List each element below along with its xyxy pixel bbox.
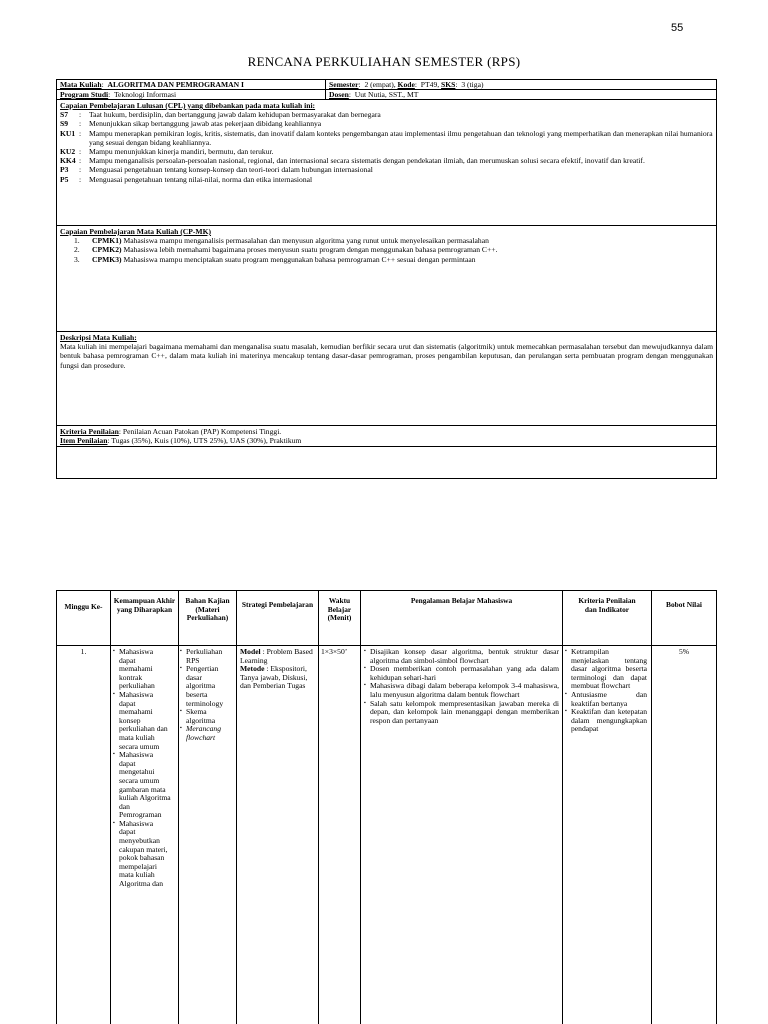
cpmk-heading: Capaian Pembelajaran Mata Kuliah (CP-MK) (60, 227, 212, 236)
list-item: ▪ Salah satu kelompok mempresentasikan jawaban mereka di depan, dan kelompok lain menanggapi dengan memberikan respon dan pertanyaan (364, 700, 559, 726)
model-value: : Problem Based Learning (240, 647, 313, 665)
list-item: ▪ Mahasiswa dibagi dalam beberapa kelompok 3-4 mahasiswa, lalu menyusun algoritma dalam bentuk flowchart (364, 682, 559, 699)
cpl-code: KU1 (60, 128, 76, 138)
header-ability: Kemampuan Akhir yang Diharapkan (113, 596, 176, 614)
cpmk-item (60, 255, 713, 264)
cpl-item: S7 : Taat hukum, berdisiplin, dan bertanggung jawab dalam kehidupan bermasyarakat dan bernegara (60, 110, 713, 119)
list-item: ▪ Disajikan konsep dasar algoritma, bentuk struktur dasar algoritma dan simbol-simbol flowchart (364, 648, 559, 665)
cpmk-section (57, 226, 716, 332)
weight-value: 5% (678, 647, 690, 656)
header-weight: Bobot Nilai (666, 600, 702, 609)
code-label: Kode (397, 80, 415, 89)
cpl-code: S9 (60, 119, 69, 129)
list-item: ▪ Antusiasme dan keaktifan bertanya (565, 691, 647, 708)
list-item: ▪ Dosen memberikan contoh permasalahan yang ada dalam kehidupan sehari-hari (364, 665, 559, 682)
cpl-section (57, 100, 716, 226)
material-list (180, 648, 232, 743)
cpl-text: Menguasai pengetahuan tentang konsep-konsep dan teori-teori dalam hubungan internasional (89, 165, 373, 175)
code-value: PT49 (420, 80, 438, 89)
semester-cell: Semester: 2 (empat), Kode: PT49, SKS: 3 (tiga) (329, 80, 484, 89)
header-strategy: Strategi Pembelajaran (241, 600, 314, 609)
items-label: Item Penilaian (60, 436, 108, 446)
cpmk-code: CPMK2) (92, 245, 122, 255)
list-item: ▪ Mahasiswa dapat mengetahui secara umum gambaran mata kuliah Algoritma dan Pemrograman (113, 751, 171, 820)
lecturer-cell: Dosen: Uut Nutia, SST., MT (329, 90, 419, 99)
cpl-item: P5 : Menguasai pengetahuan tentang nilai-nilai, norma dan etika internasional (60, 175, 713, 184)
method-label: Metode (240, 664, 265, 674)
semester-label: Semester (329, 80, 359, 89)
course-header-row (57, 80, 716, 90)
cpl-text: Menguasai pengetahuan tentang nilai-nilai, norma dan etika internasional (89, 174, 313, 184)
strategy-method (240, 665, 315, 691)
weekly-schedule-table (56, 590, 717, 1024)
header-time: Waktu Belajar (Menit) (327, 596, 352, 623)
list-item: ▪ Mahasiswa dapat memahami kontrak perkuliahan (113, 648, 171, 691)
cpl-code: S7 (60, 110, 69, 120)
cpl-text: Mampu menunjukkan kinerja mandiri, bermutu, dan terukur. (89, 147, 274, 157)
rps-summary-box (56, 79, 717, 479)
cpl-code: KU2 (60, 147, 76, 157)
cpmk-item (60, 236, 713, 245)
description-text: Mata kuliah ini mempelajari bagaimana memahami dan menganalisa suatu masalah, kemudian berfikir secara urut dan sistematis (algoritmik) untuk memecahkan permasalahan tersebut dan mewujudkannya dalam bentuk bahasa pemrograman C++, dalam mata kuliah ini materinya mencakup tentang dasar-dasar pemrograman, proses pengambilan keputusan, dan perulangan serta pembuatan program dengan menggunakan fungsi dan prosedure. (60, 342, 713, 370)
cpmk-text: Mahasiswa lebih memahami bagaimana proses menyusun suatu program dengan menggunakan bahasa pemrograman C++. (123, 245, 498, 255)
document-title: RENCANA PERKULIAHAN SEMESTER (RPS) (247, 54, 521, 69)
cpmk-number: 3. (74, 254, 80, 264)
cpl-text: Mampu menganalisis persoalan-persoalan nasional, regional, dan internasional secara sistematis dengan pendekatan ilmiah, dan merumuskan solusi secara efektif, inovatif dan kreatif. (89, 156, 645, 166)
cpl-code: KK4 (60, 156, 76, 166)
list-item: ▪ Keaktifan dan ketepatan dalam mengungkapkan pendapat (565, 708, 647, 734)
strategy-cell (240, 648, 315, 691)
lecturer-value: Uut Nutia, SST., MT (354, 90, 419, 99)
program-label: Program Studi (60, 90, 109, 99)
cpmk-text: Mahasiswa mampu menciptakan suatu program menggunakan bahasa pemrograman C++ sesuai dengan permintaan (123, 254, 476, 264)
cpl-code: P3 (60, 165, 69, 175)
method-value: : Ekspositori, Tanya jawab, Diskusi, dan Pemberian Tugas (240, 664, 308, 691)
criteria-line: Kriteria Penilaian: Penilaian Acuan Patokan (PAP) Kompetensi Tinggi. (60, 427, 282, 436)
cpl-item: S9 : Menunjukkan sikap bertanggung jawab atas pekerjaan dibidang keahliannya (60, 119, 713, 128)
cpmk-code: CPMK3) (92, 254, 122, 264)
time-value: 1×3×50’ (321, 647, 348, 656)
model-label: Model (240, 647, 261, 656)
experience-list (364, 648, 559, 725)
semester-value: 2 (empat) (364, 80, 394, 89)
list-item: ▪ Merancang flowchart (180, 725, 232, 742)
cpmk-item (60, 245, 713, 254)
cpl-heading: Capaian Pembelajaran Lulusan (CPL) yang dibebankan pada mata kuliah ini: (60, 101, 316, 110)
cpl-item: KU2 : Mampu menunjukkan kinerja mandiri, bermutu, dan terukur. (60, 147, 713, 156)
items-line: Item Penilaian: Tugas (35%), Kuis (10%), UTS 25%), UAS (30%), Praktikum (60, 436, 302, 446)
sks-value: 3 (tiga) (461, 80, 484, 89)
page-number: 55 (671, 22, 684, 34)
week-number: 1. (80, 647, 87, 656)
items-value: Tugas (35%), Kuis (10%), UTS 25%), UAS (30%), Praktikum (111, 436, 302, 446)
list-item: ▪ Skema algoritma (180, 708, 232, 725)
sks-label: SKS (441, 80, 456, 89)
ability-list (113, 648, 171, 889)
criteria-value: Penilaian Acuan Patokan (PAP) Kompetensi Tinggi. (122, 427, 282, 436)
cpl-item: KK4 : Mampu menganalisis persoalan-persoalan nasional, regional, dan internasional secara sistematis dengan pendekatan ilmiah, dan merumuskan solusi secara efektif, inovatif dan kreatif. (60, 156, 713, 165)
program-value: Teknologi Informasi (113, 90, 177, 99)
cpl-text: Mampu menerapkan pemikiran logis, kritis, sistematis, dan inovatif dalam konteks pengembangan atau implementasi ilmu pengetahuan dan teknologi yang memperhatikan dan menerapkan nilai humaniora yang sesuai dengan bidang keahliannya. (89, 128, 713, 147)
list-item: ▪ Mahasiswa dapat memahami konsep perkuliahan dan mata kuliah secara umum (113, 691, 171, 751)
lecturer-label: Dosen (329, 90, 349, 99)
cpl-item: P3 : Menguasai pengetahuan tentang konsep-konsep dan teori-teori dalam hubungan internasional (60, 165, 713, 174)
cpl-text: Menunjukkan sikap bertanggung jawab atas pekerjaan dibidang keahliannya (89, 119, 322, 129)
program-header-row (57, 90, 716, 100)
cpmk-code: CPMK1) (92, 236, 122, 246)
list-item: ▪ Pengertian dasar algoritma beserta terminology (180, 665, 232, 708)
course-name: ALGORITMA DAN PEMROGRAMAN I (107, 80, 244, 89)
header-material: Bahan Kajian (Materi Perkuliahan) (185, 596, 230, 623)
course-label: Mata Kuliah (60, 80, 102, 89)
header-criteria: Kriteria Penilaian dan Indikator (578, 596, 636, 614)
description-heading: Deskripsi Mata Kuliah: (60, 333, 137, 342)
header-experience: Pengalaman Belajar Mahasiswa (410, 596, 513, 605)
list-item: ▪ Perkuliahan RPS (180, 648, 232, 665)
description-section (57, 332, 716, 426)
criteria-list (565, 648, 647, 734)
cpl-item: KU1 : Mampu menerapkan pemikiran logis, kritis, sistematis, dan inovatif dalam konteks pengembangan atau implementasi ilmu pengetahuan dan teknologi yang memperhatikan dan menerapkan nilai humaniora yang sesuai dengan bidang keahliannya. (60, 128, 713, 147)
cpmk-text: Mahasiswa mampu menganalisis permasalahan dan menyusun algoritma yang runut untuk menyelesaikan permasalahan (123, 236, 489, 246)
list-item: ▪ Mahasiswa dapat menyebutkan cakupan materi, pokok bahasan mempelajari mata kuliah Algoritma dan (113, 820, 171, 889)
cpl-code: P5 (60, 174, 69, 184)
strategy-model (240, 648, 315, 665)
assessment-section (57, 426, 716, 447)
header-week: Minggu Ke- (64, 602, 103, 611)
cpl-text: Taat hukum, berdisiplin, dan bertanggung jawab dalam kehidupan bermasyarakat dan bernegara (89, 110, 381, 120)
program-cell: Program Studi: Teknologi Informasi (57, 90, 326, 99)
cpmk-number: 1. (74, 236, 80, 246)
cpmk-number: 2. (74, 245, 80, 255)
list-item: ▪ Ketrampilan menjelaskan tentang dasar algoritma beserta terminologi dan dapat membuat flowchart (565, 648, 647, 691)
course-cell: Mata Kuliah: ALGORITMA DAN PEMROGRAMAN I (57, 80, 326, 89)
criteria-label: Kriteria Penilaian (60, 427, 119, 436)
